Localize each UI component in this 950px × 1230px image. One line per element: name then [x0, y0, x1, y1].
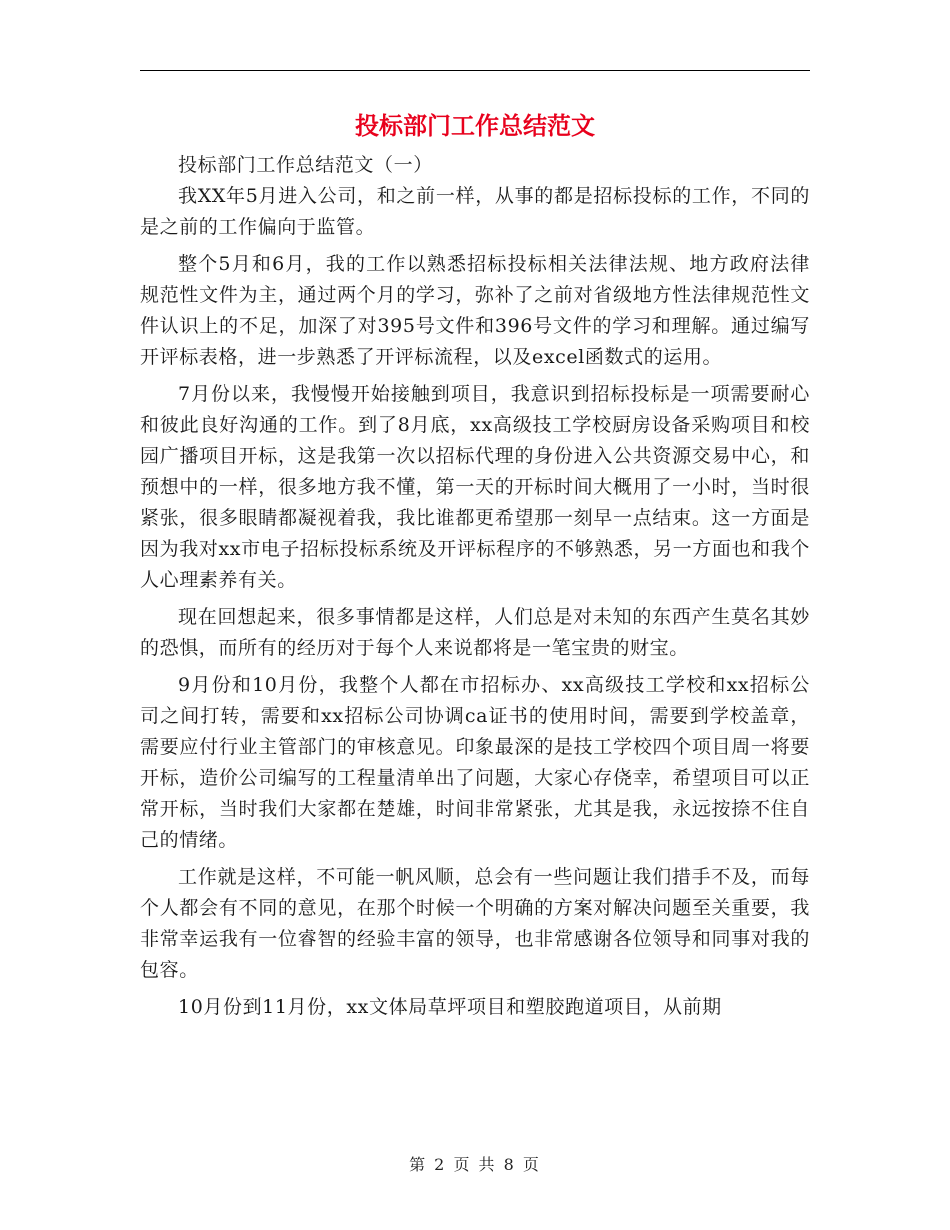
paragraph-6: 工作就是这样，不可能一帆风顺，总会有一些问题让我们措手不及，而每个人都会有不同的意见，在那个时候一个明确的方案对解决问题至关重要，我非常幸运我有一位睿智的经验丰富的领导，也非常感谢各位领导和同事对我的包容。	[140, 866, 810, 981]
paragraph-2: 整个5月和6月，我的工作以熟悉招标投标相关法律法规、地方政府法律规范性文件为主，通过两个月的学习，弥补了之前对省级地方性法律规范性文件认识上的不足，加深了对395号文件和396号文件的学习和理解。通过编写开评标表格，进一步熟悉了开评标流程，以及excel函数式的运用。	[140, 253, 810, 368]
document-body	[140, 150, 810, 1029]
paragraph-5: 9月份和10月份，我整个人都在市招标办、xx高级技工学校和xx招标公司之间打转，需要和xx招标公司协调ca证书的使用时间，需要到学校盖章，需要应付行业主管部门的审核意见。印象最深的是技工学校四个项目周一将要开标，造价公司编写的工程量清单出了问题，大家心存侥幸，希望项目可以正常开标，当时我们大家都在楚雄，时间非常紧张，尤其是我，永远按捺不住自己的情绪。	[140, 674, 810, 851]
document-title: 投标部门工作总结范文	[355, 111, 595, 140]
header-rule	[140, 70, 810, 71]
paragraph-4: 现在回想起来，很多事情都是这样，人们总是对未知的东西产生莫名其妙的恐惧，而所有的经历对于每个人来说都将是一笔宝贵的财宝。	[140, 606, 810, 659]
page-number-footer: 第 2 页 共 8 页	[409, 1155, 541, 1174]
paragraph-3: 7月份以来，我慢慢开始接触到项目，我意识到招标投标是一项需要耐心和彼此良好沟通的工作。到了8月底，xx高级技工学校厨房设备采购项目和校园广播项目开标，这是我第一次以招标代理的身份进入公共资源交易中心，和预想中的一样，很多地方我不懂，第一天的开标时间大概用了一小时，当时很紧张，很多眼睛都凝视着我，我比谁都更希望那一刻早一点结束。这一方面是因为我对xx市电子招标投标系统及开评标程序的不够熟悉，另一方面也和我个人心理素养有关。	[140, 383, 810, 591]
paragraph-1: 我XX年5月进入公司，和之前一样，从事的都是招标投标的工作，不同的是之前的工作偏向于监管。	[140, 185, 810, 238]
section-subtitle: 投标部门工作总结范文（一）	[178, 154, 433, 176]
paragraph-7: 10月份到11月份，xx文体局草坪项目和塑胶跑道项目，从前期	[178, 996, 722, 1018]
